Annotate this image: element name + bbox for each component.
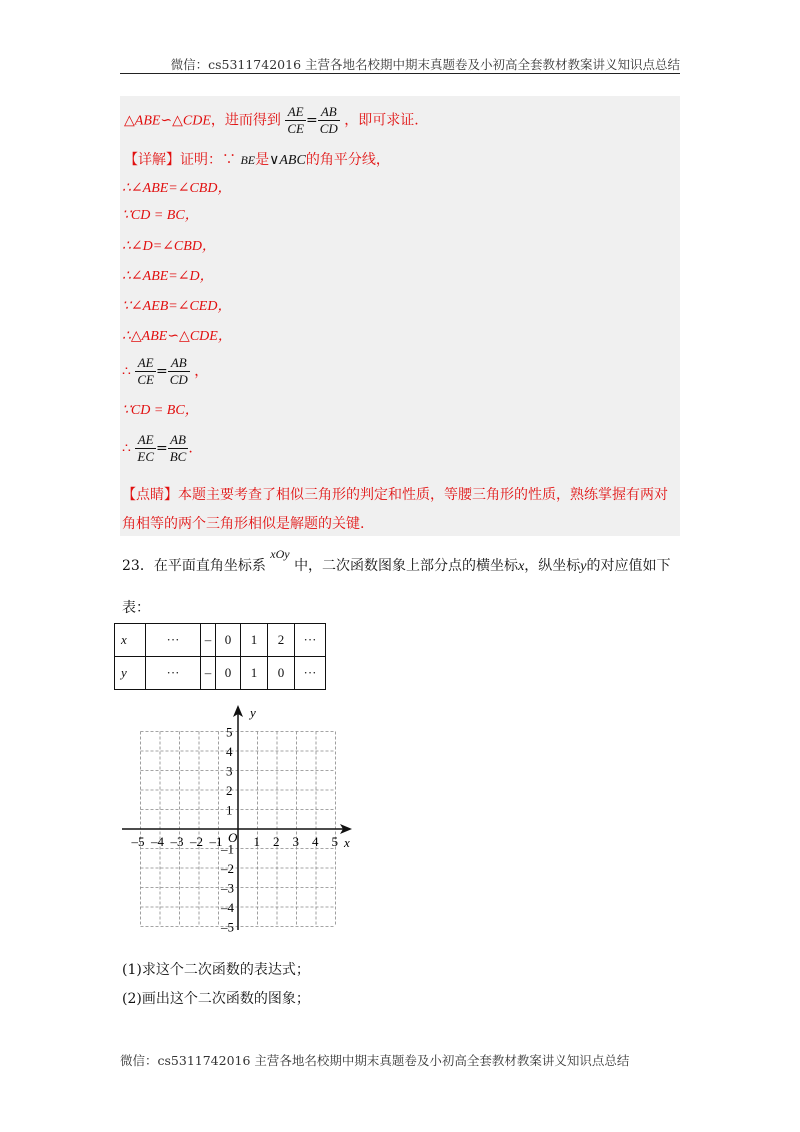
similar-triangles-text: △ABE∽△CDE bbox=[124, 113, 211, 129]
x-tick-label: –1 bbox=[209, 834, 223, 849]
step-1: ∴∠ABE=∠CBD， bbox=[122, 181, 232, 196]
intro-conclusion: ，即可求证. bbox=[344, 112, 419, 129]
x-tick-label: –4 bbox=[151, 834, 164, 849]
x-tick-label: 2 bbox=[273, 834, 280, 849]
header-divider bbox=[120, 73, 680, 74]
question-part-1: (1)求这个二次函数的表达式； bbox=[122, 962, 310, 978]
table-cell: y bbox=[115, 657, 146, 690]
step-6: ∴△ABE∽△CDE， bbox=[122, 329, 232, 344]
table-cell: 0 bbox=[216, 657, 241, 690]
table-cell: ··· bbox=[146, 657, 201, 690]
table-cell: x bbox=[115, 624, 146, 657]
y-tick-label: 3 bbox=[226, 763, 233, 779]
detail-label: 【详解】 bbox=[124, 152, 180, 168]
y-tick-label: –1 bbox=[221, 841, 234, 857]
y-tick-label: –5 bbox=[221, 919, 234, 935]
x-tick-label: –2 bbox=[190, 834, 203, 849]
x-axis-label: x bbox=[344, 835, 350, 850]
page-header: 微信：cs5311742016 主营各地名校期中期末真题卷及小初高全套教材教案讲义知识点总结 bbox=[170, 57, 680, 72]
table-cell: ··· bbox=[295, 657, 326, 690]
y-tick-label: –2 bbox=[221, 861, 234, 876]
x-tick-label: 1 bbox=[253, 834, 260, 849]
origin-label: O bbox=[228, 830, 238, 845]
y-axis-label: y bbox=[250, 705, 256, 720]
y-tick-label: –3 bbox=[221, 880, 234, 896]
x-tick-label: –5 bbox=[131, 834, 145, 849]
step-3: ∴∠D=∠CBD， bbox=[122, 239, 216, 254]
y-tick-label: –4 bbox=[221, 900, 234, 915]
x-tick-label: 3 bbox=[292, 834, 299, 849]
table-cell: – bbox=[201, 657, 216, 690]
coordinate-grid bbox=[110, 700, 370, 945]
solution-intro: △ABE∽△CDE，进而得到 $\frac{AE}{CE}$ = $\frac{AB}{CD}$ ，即可求证. bbox=[124, 104, 419, 136]
triangle-abc: ∨ABC bbox=[269, 153, 306, 168]
fraction-ae-ce-2: $\frac{AE}{CE}$ bbox=[137, 355, 154, 387]
fraction-ab-cd: $\frac{AB}{CD}$ bbox=[319, 104, 338, 136]
table-cell: 0 bbox=[268, 657, 295, 690]
fraction-step-1: ∴ $\frac{AE}{CE}$ = $\frac{AB}{CD}$ ， bbox=[122, 355, 209, 387]
table-cell: 1 bbox=[241, 624, 268, 657]
y-tick-label: 2 bbox=[226, 783, 233, 798]
table-cell: 0 bbox=[216, 624, 241, 657]
xoy-symbol: xOy bbox=[270, 547, 290, 561]
comment-label: 【点睛】 bbox=[122, 487, 178, 503]
step-cd-bc: ∵CD = BC， bbox=[122, 403, 199, 418]
table-cell: ··· bbox=[146, 624, 201, 657]
fraction-ae-ec: $\frac{AE}{EC}$ bbox=[137, 432, 154, 464]
page-footer: 微信：cs5311742016 主营各地名校期中期末真题卷及小初高全套教材教案讲义知识点总结 bbox=[120, 1053, 630, 1068]
fraction-step-2: ∴ $\frac{AE}{EC}$ = $\frac{AB}{BC}$ . bbox=[122, 432, 193, 464]
table-cell: 1 bbox=[241, 657, 268, 690]
step-2: ∵CD = BC， bbox=[122, 208, 199, 223]
x-tick-label: 5 bbox=[331, 834, 338, 849]
fraction-ab-cd-2: $\frac{AB}{CD}$ bbox=[169, 355, 188, 387]
table-row bbox=[115, 657, 326, 690]
y-tick-label: 1 bbox=[226, 802, 233, 818]
fraction-ab-bc: $\frac{AB}{BC}$ bbox=[169, 432, 187, 464]
x-tick-label: –3 bbox=[170, 834, 184, 849]
comment-line-1: 【点睛】本题主要考查了相似三角形的判定和性质，等腰三角形的性质，熟练掌握有两对 bbox=[122, 487, 668, 503]
question-part-2: (2)画出这个二次函数的图象； bbox=[122, 991, 310, 1007]
intro-text: ，进而得到 bbox=[210, 112, 281, 129]
table-row bbox=[115, 624, 326, 657]
question-number: 23． bbox=[122, 558, 154, 574]
be-segment: BE bbox=[240, 153, 256, 167]
question-table-intro: 表： bbox=[122, 600, 150, 616]
table-cell: ··· bbox=[295, 624, 326, 657]
x-tick-label: 4 bbox=[312, 834, 319, 849]
comment-line-2: 角相等的两个三角形相似是解题的关键. bbox=[122, 516, 365, 532]
fraction-ae-ce: $\frac{AE}{CE}$ bbox=[287, 104, 304, 136]
y-tick-label: 4 bbox=[226, 744, 233, 759]
question-23: 23．在平面直角坐标系 xOy 中，二次函数图象上部分点的横坐标x，纵坐标y的对应值如下 bbox=[122, 547, 671, 574]
table-cell: – bbox=[201, 624, 216, 657]
step-4: ∴∠ABE=∠D， bbox=[122, 269, 214, 284]
y-tick-label: 5 bbox=[226, 724, 233, 740]
table-cell: 2 bbox=[268, 624, 295, 657]
value-table bbox=[114, 623, 326, 690]
step-5: ∵∠AEB=∠CED， bbox=[122, 299, 232, 314]
detail-line: 【详解】证明：∵ BE是∨ABC的角平分线， bbox=[124, 152, 390, 168]
